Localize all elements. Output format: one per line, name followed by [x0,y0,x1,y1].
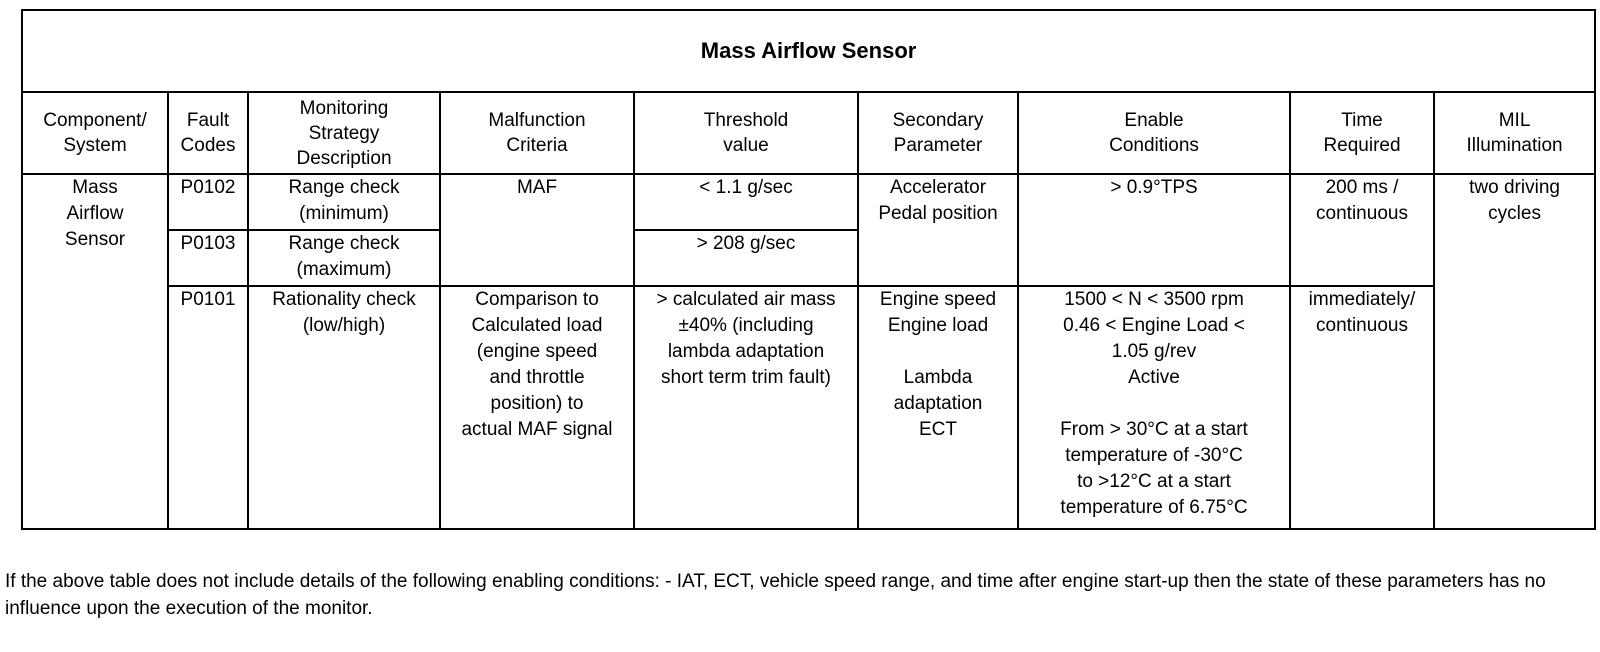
fault-code-cell: P0102 [168,174,248,230]
criteria-cell: Comparison to Calculated load (engine speed and throttle position) to actual MAF signal [440,286,634,529]
mil-cell: two driving cycles [1434,174,1595,529]
threshold-cell: < 1.1 g/sec [634,174,858,230]
time-cell: immediately/ continuous [1290,286,1434,529]
threshold-cell: > calculated air mass ±40% (including lambda adaptation short term trim fault) [634,286,858,529]
secondary-cell: Accelerator Pedal position [858,174,1018,286]
component-cell: Mass Airflow Sensor [22,174,168,529]
strategy-cell: Rationality check (low/high) [248,286,440,529]
header-monitoring-strategy: Monitoring Strategy Description [248,92,440,174]
header-component-system: Component/ System [22,92,168,174]
table-row [22,286,1595,529]
header-threshold-value: Threshold value [634,92,858,174]
header-secondary-parameter: Secondary Parameter [858,92,1018,174]
threshold-cell: > 208 g/sec [634,230,858,286]
mass-airflow-sensor-table [21,9,1596,530]
header-malfunction-criteria: Malfunction Criteria [440,92,634,174]
enable-cell: > 0.9°TPS [1018,174,1290,286]
header-mil-illumination: MIL Illumination [1434,92,1595,174]
table-row [22,174,1595,230]
fault-code-cell: P0101 [168,286,248,529]
header-fault-codes: Fault Codes [168,92,248,174]
criteria-cell: MAF [440,174,634,286]
footnote: If the above table does not include details of the following enabling conditions: - IAT, ECT, vehicle speed range, and time after engine start-up then the state of these parameters has no influence upon the execution of the monitor. [5,571,1546,619]
strategy-cell: Range check (minimum) [248,174,440,230]
time-cell: 200 ms / continuous [1290,174,1434,286]
secondary-cell: Engine speed Engine load Lambda adaptation ECT [858,286,1018,529]
fault-code-cell: P0103 [168,230,248,286]
enable-cell: 1500 < N < 3500 rpm 0.46 < Engine Load < 1.05 g/rev Active From > 30°C at a start temperature of -30°C to >12°C at a start temperature of 6.75°C [1018,286,1290,529]
strategy-cell: Range check (maximum) [248,230,440,286]
header-time-required: Time Required [1290,92,1434,174]
header-enable-conditions: Enable Conditions [1018,92,1290,174]
table-title: Mass Airflow Sensor [22,10,1595,92]
